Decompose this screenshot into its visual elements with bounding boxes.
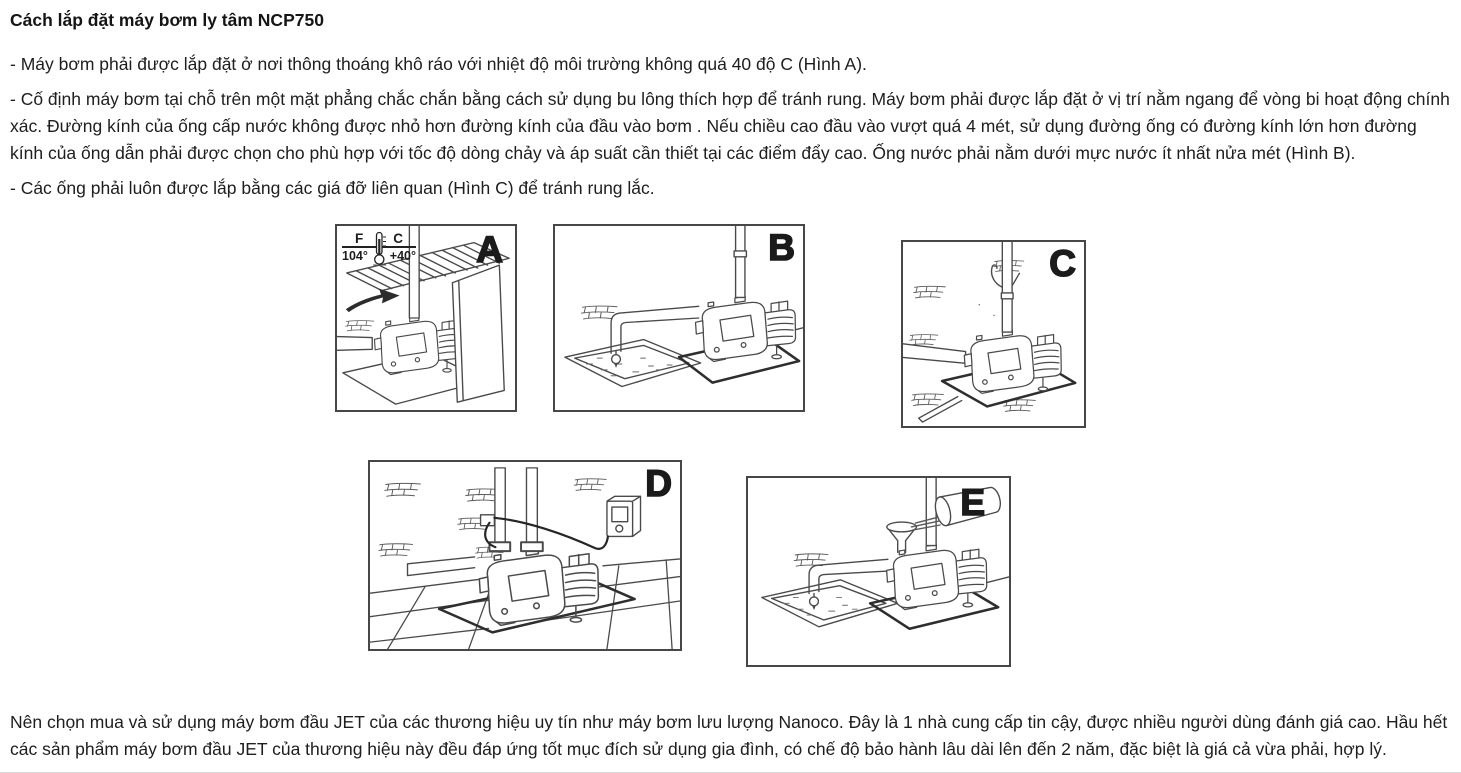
instruction-bullet-2: - Cố định máy bơm tại chỗ trên một mặt phẳng chắc chắn bằng cách sử dụng bu lông thích hợp để tránh rung. Máy bơm phải được lắp đặt ở vị trí nằm ngang để vòng bi hoạt động chính xác. Đường kính của ống cấp nước không được nhỏ hơn đường kính của đầu vào bơm . Nếu chiều cao đầu vào vượt quá 4 mét, sử dụng đường ống có đường kính lớn hơn đường kính của ống dẫn phải được chọn cho phù hợp với tốc độ dòng chảy và áp suất cần thiết tại các điểm đẩy cao. Ống nước phải nằm dưới mực nước ít nhất nửa mét (Hình B). xyxy=(10,89,1450,163)
foot-valve xyxy=(612,355,621,364)
airflow-arrow-icon xyxy=(346,289,400,312)
power-switch-box xyxy=(607,496,641,536)
pump-icon xyxy=(887,545,987,610)
figure-panel-d xyxy=(368,460,682,651)
discharge-pipe xyxy=(926,478,936,546)
figure-b-label: B xyxy=(768,227,795,268)
thermometer-icon xyxy=(372,231,387,269)
temperature-limit-indicator xyxy=(342,231,416,264)
foot-valve xyxy=(810,597,819,606)
water-basin xyxy=(565,340,701,387)
figure-e-label: E xyxy=(960,482,985,523)
wall-block xyxy=(452,265,504,402)
figure-d-drawing xyxy=(370,462,680,649)
figure-panel-e xyxy=(746,476,1011,667)
pump-icon xyxy=(696,296,796,361)
figure-row-bottom xyxy=(0,460,1430,683)
fahrenheit-label: F xyxy=(355,231,364,246)
pipe-tee-fittings xyxy=(489,542,542,551)
figure-b-drawing xyxy=(555,226,803,410)
figure-d-label: D xyxy=(645,463,672,504)
fahrenheit-value: 104° xyxy=(342,249,368,263)
figure-a-label: A xyxy=(476,229,503,270)
support-brace xyxy=(919,397,962,422)
discharge-pipe xyxy=(734,226,746,297)
pump-icon xyxy=(479,548,598,625)
inlet-pipe xyxy=(337,337,372,351)
discharge-pipe xyxy=(526,468,537,546)
celsius-value: +40° xyxy=(389,249,416,263)
suction-pipe xyxy=(495,468,505,546)
closing-paragraph: Nên chọn mua và sử dụng máy bơm đầu JET của các thương hiệu uy tín như máy bơm lưu lượng Nanoco. Đây là 1 nhà cung cấp tin cậy, được nhiều người dùng đánh giá cao. Hầu hết các sản phẩm máy bơm đầu JET của thương hiệu này đều đáp ứng tốt mục đích sử dụng gia đình, có chế độ bảo hành lâu dài lên đến 2 năm, đặc biệt là giá cả vừa phải, hợp lý. xyxy=(10,712,1448,759)
figure-panel-c xyxy=(901,240,1086,428)
installation-figures xyxy=(10,224,1451,683)
brick-wall-sketch xyxy=(346,321,374,331)
pipe-beam xyxy=(408,557,475,576)
figure-c-label: C xyxy=(1049,243,1076,284)
pump-icon xyxy=(374,316,463,374)
instruction-bullet-1: - Máy bơm phải được lắp đặt ở nơi thông thoáng khô ráo với nhiệt độ môi trường không quá 40 độ C (Hình A). xyxy=(10,54,867,74)
discharge-pipe xyxy=(1001,242,1013,332)
figure-panel-b xyxy=(553,224,805,412)
pouring-bucket-icon xyxy=(911,483,1002,530)
celsius-label: C xyxy=(393,231,403,246)
water-basin xyxy=(762,580,898,627)
instruction-bullet-3: - Các ống phải luôn được lắp bằng các giá đỡ liên quan (Hình C) để tránh rung lắc. xyxy=(10,178,655,198)
inlet-pipe xyxy=(903,344,966,364)
figure-panel-a xyxy=(335,224,517,412)
brick-wall-sketch xyxy=(582,306,617,319)
pump-icon xyxy=(964,330,1061,393)
figure-row-top xyxy=(10,224,1451,444)
page-title: Cách lắp đặt máy bơm ly tâm NCP750 xyxy=(10,10,324,30)
suction-pipe xyxy=(611,306,699,368)
